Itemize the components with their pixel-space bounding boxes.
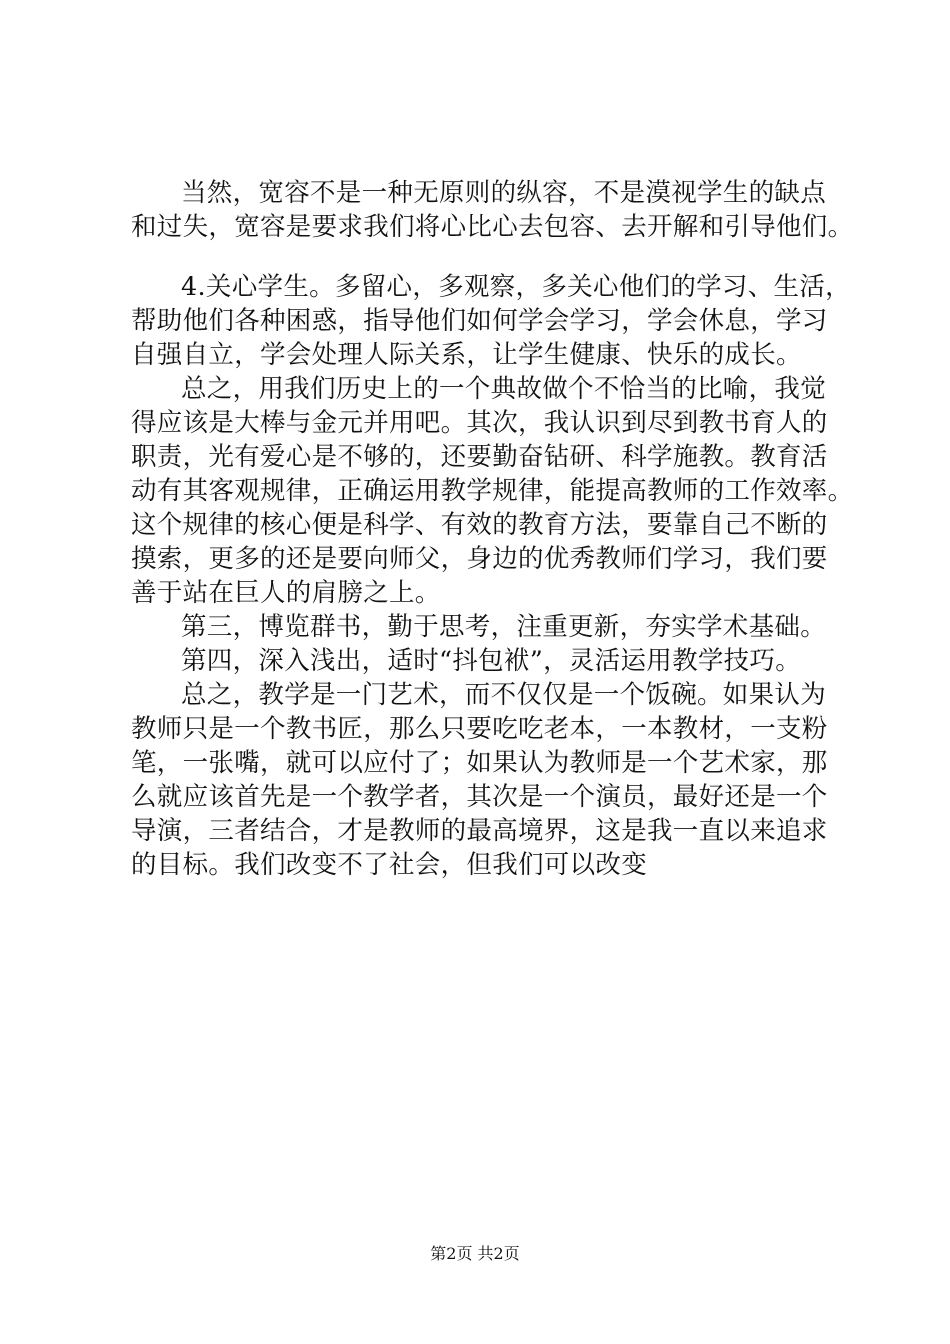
paragraph-3-line-2: 得应该是大棒与金元并用吧。其次，我认识到尽到教书育人的 — [131, 408, 828, 438]
paragraph-2-line-2: 帮助他们各种困惑，指导他们如何学会学习，学会休息，学习 — [131, 306, 828, 336]
paragraph-4-line-1: 第三，博览群书，勤于思考，注重更新，夯实学术基础。 — [181, 612, 827, 642]
paragraph-3-line-4: 动有其客观规律，正确运用教学规律，能提高教师的工作效率。 — [131, 476, 854, 506]
paragraph-5-line-1: 第四，深入浅出，适时“抖包袱”，灵活运用教学技巧。 — [181, 646, 802, 676]
paragraph-6-line-2: 教师只是一个教书匠，那么只要吃吃老本，一本教材，一支粉 — [131, 714, 828, 744]
paragraph-6-line-5: 导演，三者结合，才是教师的最高境界，这是我一直以来追求 — [131, 816, 828, 846]
paragraph-1-line-2: 和过失，宽容是要求我们将心比心去包容、去开解和引导他们。 — [131, 212, 854, 242]
paragraph-6-line-1: 总之，教学是一门艺术，而不仅仅是一个饭碗。如果认为 — [181, 680, 827, 710]
paragraph-3-line-5: 这个规律的核心便是科学、有效的教育方法，要靠自己不断的 — [131, 510, 828, 540]
paragraph-3-line-7: 善于站在巨人的肩膀之上。 — [131, 578, 441, 608]
paragraph-3-line-3: 职责，光有爱心是不够的，还要勤奋钻研、科学施教。教育活 — [131, 442, 828, 472]
paragraph-2-line-3: 自强自立，学会处理人际关系，让学生健康、快乐的成长。 — [131, 340, 802, 370]
paragraph-3-line-6: 摸索，更多的还是要向师父，身边的优秀教师们学习，我们要 — [131, 544, 828, 574]
paragraph-2-line-1: 4.关心学生。多留心，多观察，多关心他们的学习、生活， — [181, 272, 851, 302]
page-number-footer: 第2页 共2页 — [430, 1244, 520, 1263]
paragraph-6-line-3: 笔，一张嘴，就可以应付了；如果认为教师是一个艺术家，那 — [131, 748, 828, 778]
paragraph-1-line-1: 当然，宽容不是一种无原则的纵容，不是漠视学生的缺点 — [181, 178, 827, 208]
paragraph-6-line-4: 么就应该首先是一个教学者，其次是一个演员，最好还是一个 — [131, 782, 828, 812]
paragraph-3-line-1: 总之，用我们历史上的一个典故做个不恰当的比喻，我觉 — [181, 374, 827, 404]
paragraph-6-line-6: 的目标。我们改变不了社会，但我们可以改变 — [131, 850, 648, 880]
